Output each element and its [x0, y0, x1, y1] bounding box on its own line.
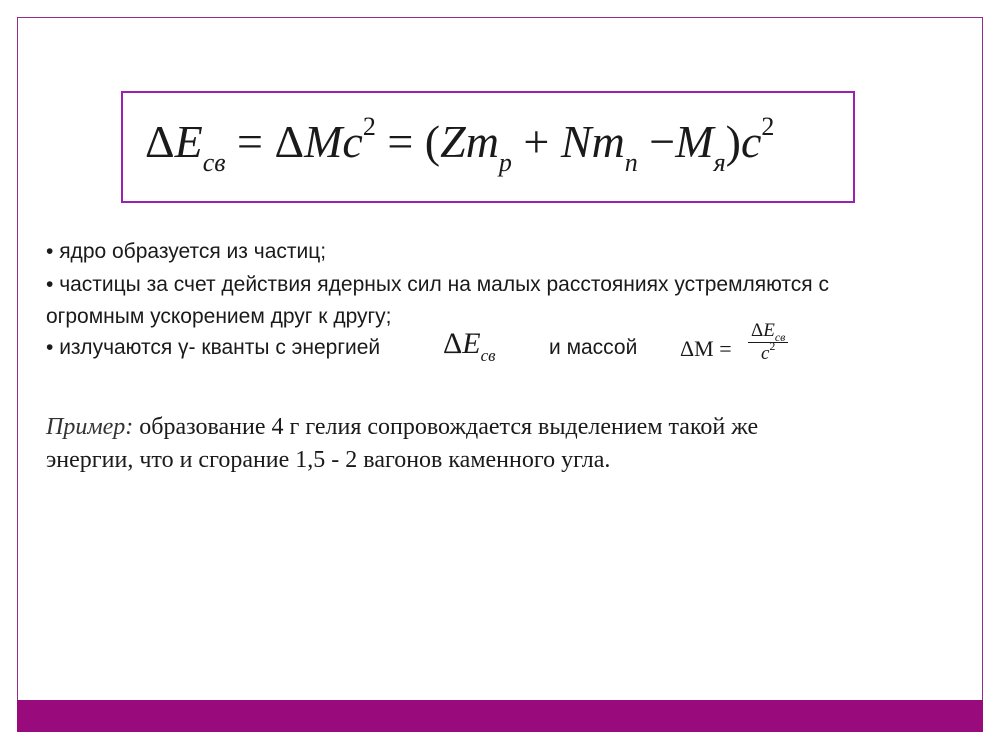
mass-label: и массой — [549, 336, 638, 359]
example-line-2: энергии, что и сгорание 1,5 - 2 вагонов каменного угла. — [46, 447, 611, 473]
bullet-particles-accelerate: • частицы за счет действия ядерных сил на малых расстояниях устремляются с — [46, 273, 829, 297]
mass-fraction-denominator: $c^2$ — [760, 339, 776, 364]
binding-energy-formula-box — [121, 91, 855, 203]
example-line-1: Пример: образование 4 г гелия сопровождается выделением такой же — [46, 414, 759, 440]
bullet-gamma-quanta: • излучаются γ- кванты с энергией — [46, 336, 380, 360]
mass-formula-lhs: ΔM = — [680, 336, 732, 361]
mass-fraction-numerator: $\Delta E_{св}$ — [748, 320, 788, 343]
inline-energy-formula: $\Delta E_{св}$ — [443, 327, 496, 365]
bullet-nucleus-forms: • ядро образуется из частиц; — [46, 240, 326, 264]
mass-formula-fraction — [748, 320, 788, 365]
bullet-particles-accelerate-cont: огромным ускорением друг к другу; — [46, 305, 392, 328]
example-label: Пример: — [46, 414, 134, 440]
bottom-accent-bar — [17, 700, 983, 732]
binding-energy-formula: $\Delta E_{св} = \Delta Mc^2 = (Zm_p + Nm_n -M_я)c^2$ — [145, 112, 775, 177]
